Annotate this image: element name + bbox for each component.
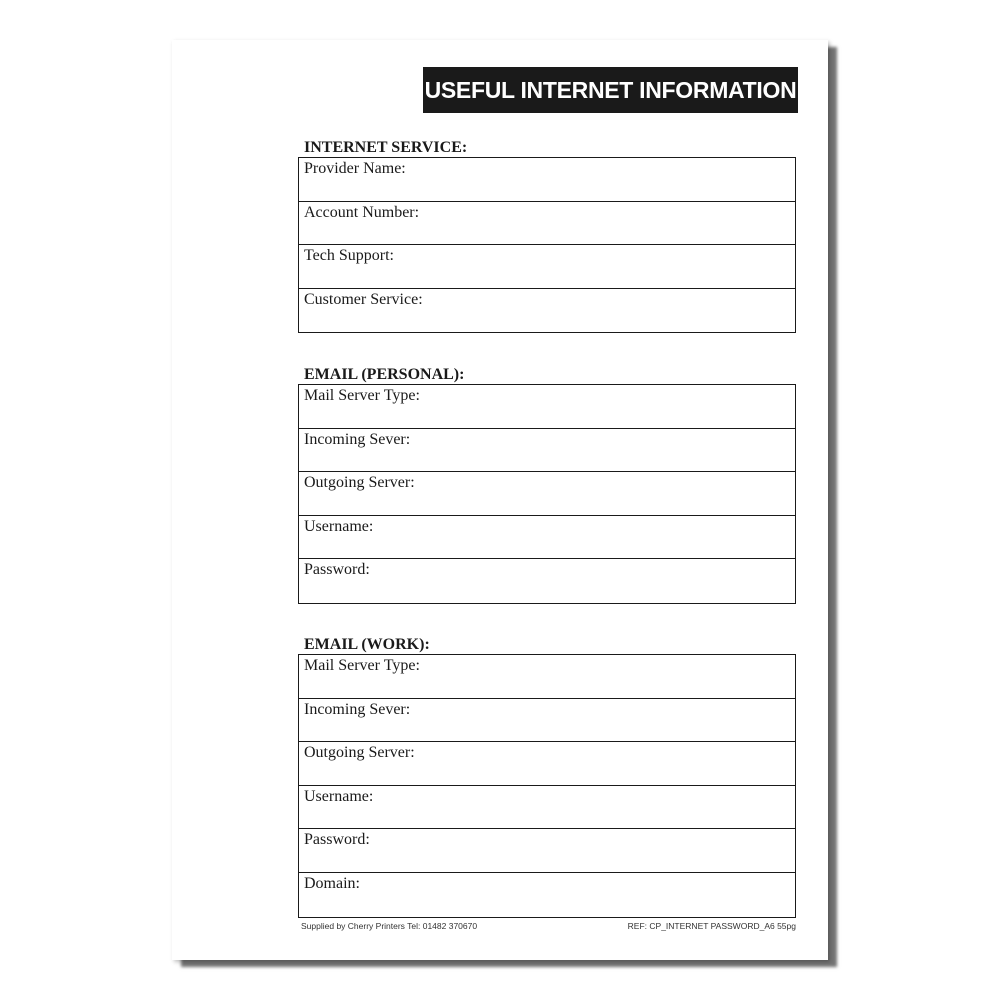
field-account-number[interactable]: Account Number: xyxy=(299,202,795,246)
field-customer-service[interactable]: Customer Service: xyxy=(304,290,423,308)
section-email-work xyxy=(298,636,796,918)
field-outgoing-server[interactable]: Outgoing Server: xyxy=(299,742,795,786)
field-provider-name[interactable]: Provider Name: xyxy=(299,158,795,202)
field-mail-server-type[interactable]: Mail Server Type: xyxy=(299,655,795,699)
field-mail-server-type[interactable]: Mail Server Type: xyxy=(299,385,795,429)
field-table xyxy=(298,384,796,604)
field-password[interactable]: Password: xyxy=(299,829,795,873)
section-internet-service xyxy=(298,139,796,333)
footer-supplier: Supplied by Cherry Printers Tel: 01482 370670 xyxy=(301,921,478,931)
field-domain[interactable]: Domain: xyxy=(304,874,360,892)
footer-ref: REF: CP_INTERNET PASSWORD_A6 55pg xyxy=(627,921,796,931)
field-table xyxy=(298,157,796,333)
field-tech-support[interactable]: Tech Support: xyxy=(299,245,795,289)
field-incoming-server[interactable]: Incoming Sever: xyxy=(299,429,795,473)
field-incoming-server[interactable]: Incoming Sever: xyxy=(299,699,795,743)
field-username[interactable]: Username: xyxy=(299,516,795,560)
section-heading: EMAIL (WORK): xyxy=(304,636,430,653)
section-email-personal xyxy=(298,366,796,604)
field-username[interactable]: Username: xyxy=(299,786,795,830)
section-heading: EMAIL (PERSONAL): xyxy=(304,366,465,383)
field-table xyxy=(298,654,796,918)
field-password[interactable]: Password: xyxy=(304,561,370,579)
form-title: USEFUL INTERNET INFORMATION xyxy=(423,67,798,113)
form-sheet xyxy=(172,40,828,960)
section-heading: INTERNET SERVICE: xyxy=(304,139,468,156)
field-outgoing-server[interactable]: Outgoing Server: xyxy=(299,472,795,516)
